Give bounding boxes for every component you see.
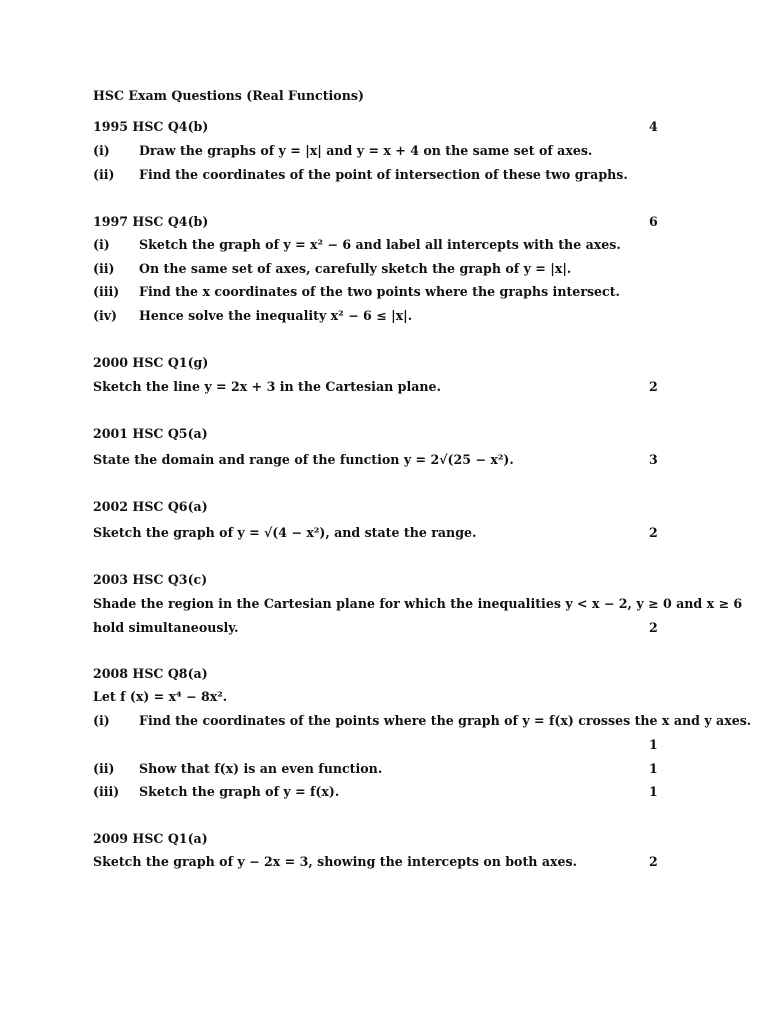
question-marks: 2 xyxy=(649,379,658,394)
question-text: Let f (x) = x⁴ − 8x². xyxy=(93,689,228,704)
part-text: Find the coordinates of the point of intersection of these two graphs. xyxy=(139,167,628,182)
question-marks: 2 xyxy=(649,620,658,635)
part-marks: 1 xyxy=(649,784,658,799)
question-heading: 2000 HSC Q1(g) xyxy=(93,355,209,370)
question-text: Shade the region in the Cartesian plane for which the inequalities y < x − 2, y ≥ 0 and x ≥ 6 xyxy=(93,596,743,611)
part-label: (iv) xyxy=(93,308,118,323)
part-label: (ii) xyxy=(93,167,115,182)
part-label: (i) xyxy=(93,713,110,728)
question-heading: 2002 HSC Q6(a) xyxy=(93,499,208,514)
question-marks: 6 xyxy=(649,214,658,229)
part-text: Sketch the graph of y = f(x). xyxy=(139,784,340,799)
question-marks: 3 xyxy=(649,452,658,467)
part-text: Draw the graphs of y = |x| and y = x + 4 on the same set of axes. xyxy=(139,143,593,158)
question-text: Sketch the graph of y − 2x = 3, showing the intercepts on both axes. xyxy=(93,854,577,869)
part-label: (iii) xyxy=(93,284,120,299)
document-title: HSC Exam Questions (Real Functions) xyxy=(93,88,364,103)
part-label: (i) xyxy=(93,237,110,252)
question-text: Sketch the graph of y = √(4 − x²), and state the range. xyxy=(93,525,477,540)
question-heading: 2009 HSC Q1(a) xyxy=(93,831,208,846)
question-text: State the domain and range of the function y = 2√(25 − x²). xyxy=(93,452,514,467)
question-marks: 2 xyxy=(649,525,658,540)
part-marks: 1 xyxy=(649,737,658,752)
question-heading: 1997 HSC Q4(b) xyxy=(93,214,209,229)
part-label: (ii) xyxy=(93,261,115,276)
question-heading: 2001 HSC Q5(a) xyxy=(93,426,208,441)
part-marks: 1 xyxy=(649,761,658,776)
question-text: hold simultaneously. xyxy=(93,620,239,635)
part-text: Hence solve the inequality x² − 6 ≤ |x|. xyxy=(139,308,413,323)
part-label: (i) xyxy=(93,143,110,158)
part-text: Find the coordinates of the points where the graph of y = f(x) crosses the x and y axes. xyxy=(139,713,752,728)
question-text: Sketch the line y = 2x + 3 in the Cartesian plane. xyxy=(93,379,441,394)
part-text: On the same set of axes, carefully sketch the graph of y = |x|. xyxy=(139,261,572,276)
question-heading: 2003 HSC Q3(c) xyxy=(93,572,208,587)
part-text: Find the x coordinates of the two points where the graphs intersect. xyxy=(139,284,620,299)
question-heading: 1995 HSC Q4(b) xyxy=(93,119,209,134)
question-heading: 2008 HSC Q8(a) xyxy=(93,666,208,681)
question-marks: 4 xyxy=(649,119,658,134)
part-label: (ii) xyxy=(93,761,115,776)
part-label: (iii) xyxy=(93,784,120,799)
part-text: Sketch the graph of y = x² − 6 and label all intercepts with the axes. xyxy=(139,237,621,252)
question-marks: 2 xyxy=(649,854,658,869)
part-text: Show that f(x) is an even function. xyxy=(139,761,383,776)
